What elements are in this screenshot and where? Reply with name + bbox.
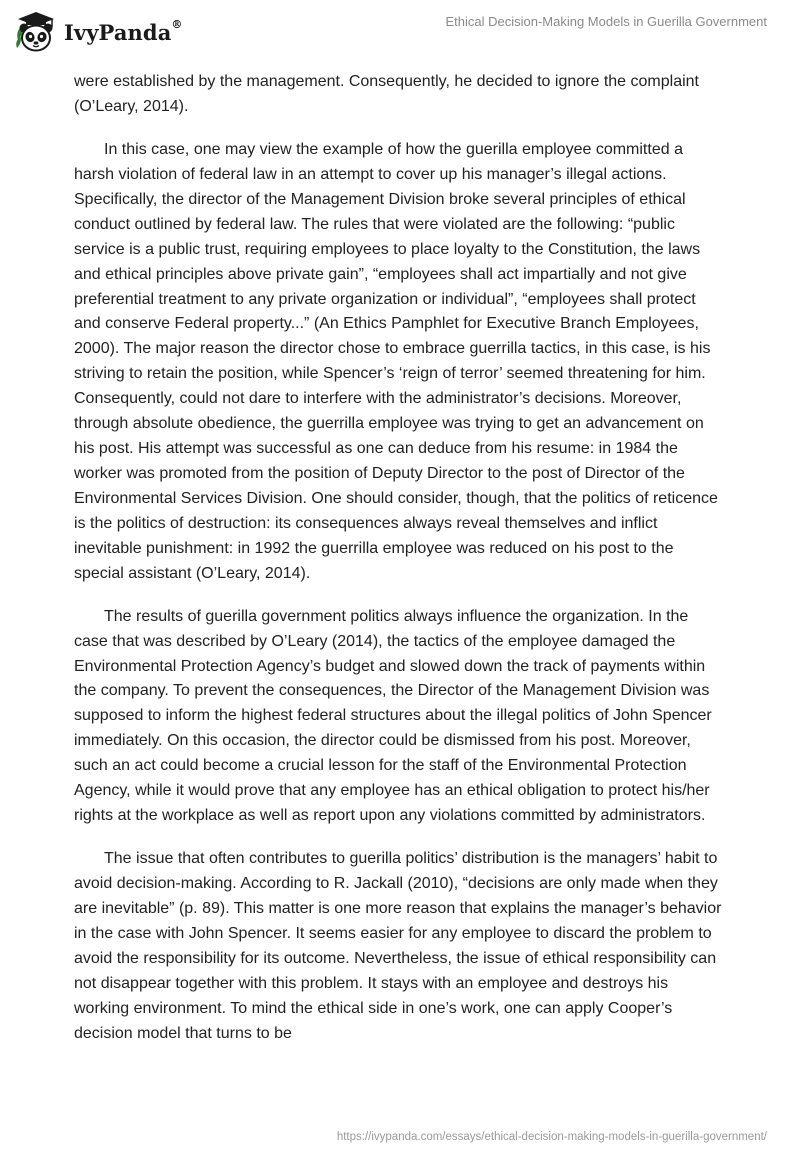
document-title: Ethical Decision-Making Models in Guerilla Government (445, 14, 767, 29)
brand-text: IvyPanda (64, 19, 172, 45)
paragraph: In this case, one may view the example of how the guerilla employee committed a harsh violation of federal law in an attempt to cover up his manager’s illegal actions. Specifically, the director of the Management Division broke several principles of ethical conduct outlined by federal law. The rules that were violated are the following: “public service is a public trust, requiring employees to place loyalty to the Constitution, the laws and ethical principles above private gain”, “employees shall act impartially and not give preferential treatment to any private organization or individual”, “employees shall protect and conserve Federal property...” (An Ethics Pamphlet for Executive Branch Employees, 2000). The major reason the director chose to embrace guerrilla tactics, in this case, is his striving to retain the position, while Spencer’s ‘reign of terror’ seemed threatening for him. Consequently, could not dare to interfere with the administrator’s decisions. Moreover, through absolute obedience, the guerrilla employee was trying to get an advancement on his post. His attempt was successful as one can deduce from his resume: in 1984 the worker was promoted from the position of Deputy Director to the post of Director of the Environmental Services Division. One should consider, though, that the politics of reticence is the politics of destruction: its consequences always reveal themselves and inflict inevitable punishment: in 1992 the guerrilla employee was reduced on his post to the special assistant (O’Leary, 2014). (74, 141, 718, 582)
paragraph: were established by the management. Consequently, he decided to ignore the complaint (O’Leary, 2014). (74, 73, 699, 115)
paragraph: The results of guerilla government politics always influence the organization. In the case that was described by O’Leary (2014), the tactics of the employee damaged the Environmental Protection Agency’s budget and slowed down the track of payments within the company. To prevent the consequences, the Director of the Management Division was supposed to inform the highest federal structures about the illegal politics of John Spencer immediately. On this occasion, the director could be dismissed from his post. Moreover, such an act could become a crucial lesson for the staff of the Environmental Protection Agency, while it would prove that any employee has an ethical obligation to protect his/her rights at the workplace as well as report upon any violations committed by administrators. (74, 607, 712, 824)
registered-mark: ® (171, 17, 183, 31)
page-header (0, 0, 800, 62)
source-url[interactable]: https://ivypanda.com/essays/ethical-decision-making-models-in-guerilla-government/ (336, 1131, 767, 1143)
brand-name (64, 17, 183, 45)
paragraph: The issue that often contributes to guerilla politics’ distribution is the managers’ habit to avoid decision-making. According to R. Jackall (2010), “decisions are only made when they are inevitable” (p. 89). This matter is one more reason that explains the manager’s behavior in the case with John Spencer. It seems easier for any employee to discard the problem to avoid the responsibility for its outcome. Nevertheless, the issue of ethical responsibility can not disappear together with this problem. It stays with an employee and destroys his working environment. To mind the ethical side in one’s work, one can apply Cooper’s decision model that turns to be (74, 850, 722, 1042)
panda-graduate-icon (14, 10, 58, 54)
ivypanda-logo[interactable] (14, 10, 183, 54)
essay-body (74, 70, 724, 1065)
